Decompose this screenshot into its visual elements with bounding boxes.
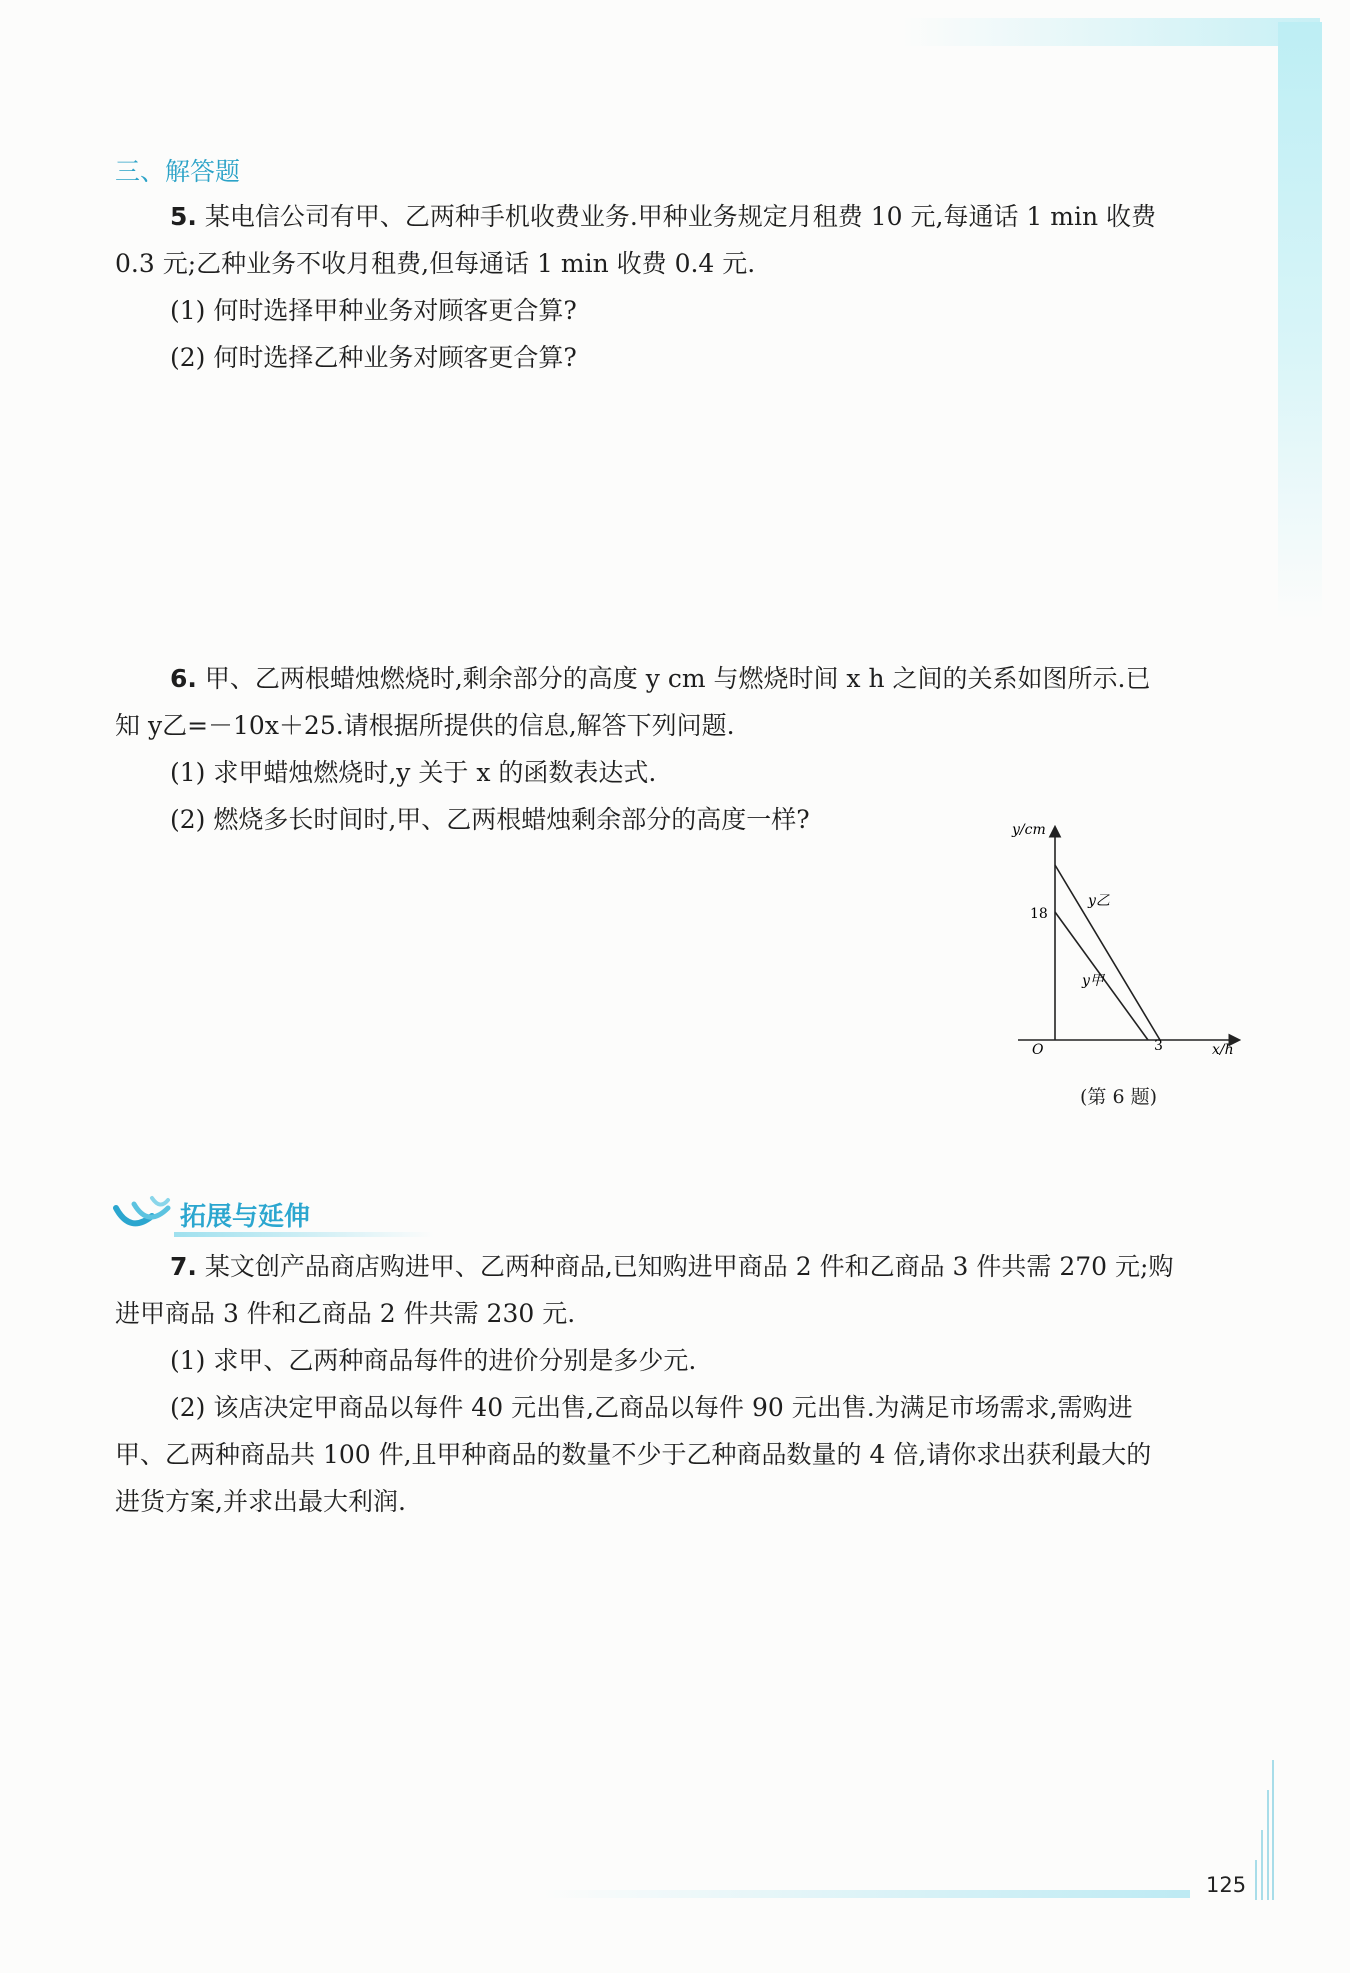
question-5-part-1: (1) 何时选择甲种业务对顾客更合算? — [170, 296, 577, 325]
section-heading: 三、解答题 — [115, 157, 241, 186]
question-5-number: 5. — [170, 202, 197, 231]
line-label-yi: y乙 — [1088, 893, 1110, 909]
extension-underline — [174, 1232, 434, 1237]
question-6-number: 6. — [170, 664, 197, 693]
x-tick-3: 3 — [1154, 1038, 1163, 1054]
question-6-part-1: (1) 求甲蜡烛燃烧时,y 关于 x 的函数表达式. — [170, 758, 657, 787]
question-5-part-2: (2) 何时选择乙种业务对顾客更合算? — [170, 343, 577, 372]
question-7-part-2-line-1: (2) 该店决定甲商品以每件 40 元出售,乙商品以每件 90 元出售.为满足市场需求,需购进 — [170, 1393, 1133, 1422]
x-axis-label: x/h — [1212, 1042, 1234, 1055]
question-7-text — [115, 1243, 1240, 1290]
candle-height-graph — [1000, 820, 1260, 1055]
question-7-line-1: 某文创产品商店购进甲、乙两种商品,已知购进甲商品 2 件和乙商品 3 件共需 270 元;购 — [204, 1252, 1174, 1281]
question-6-figure — [1000, 820, 1260, 1108]
question-5-text — [115, 193, 1240, 240]
question-7-line-2: 进甲商品 3 件和乙商品 2 件共需 230 元. — [115, 1299, 576, 1328]
question-7-number: 7. — [170, 1252, 197, 1281]
line-label-jia: y甲 — [1082, 973, 1104, 989]
origin-label: O — [1032, 1042, 1044, 1055]
question-6-text — [115, 655, 1240, 702]
decorative-vertical-lines — [1254, 1760, 1274, 1900]
question-6-line-2: 知 y乙=－10x＋25.请根据所提供的信息,解答下列问题. — [115, 711, 735, 740]
y-tick-18: 18 — [1030, 906, 1048, 922]
line-y-yi — [1055, 865, 1160, 1040]
decorative-right-band — [1278, 22, 1322, 622]
question-5-line-1: 某电信公司有甲、乙两种手机收费业务.甲种业务规定月租费 10 元,每通话 1 min 收费 — [204, 202, 1157, 231]
question-7-part-1: (1) 求甲、乙两种商品每件的进价分别是多少元. — [170, 1346, 697, 1375]
decorative-top-band — [900, 18, 1320, 46]
question-7-part-2-line-3: 进货方案,并求出最大利润. — [115, 1487, 406, 1516]
extension-title: 拓展与延伸 — [180, 1202, 311, 1232]
question-6-part-2: (2) 燃烧多长时间时,甲、乙两根蜡烛剩余部分的高度一样? — [170, 805, 810, 834]
wave-logo-icon — [112, 1194, 172, 1234]
question-7-part-2-line-2: 甲、乙两种商品共 100 件,且甲种商品的数量不少于乙种商品数量的 4 倍,请你求出获利最大的 — [115, 1440, 1152, 1469]
question-6-line-1: 甲、乙两根蜡烛燃烧时,剩余部分的高度 y cm 与燃烧时间 x h 之间的关系如图所示.已 — [204, 664, 1151, 693]
question-5-line-2: 0.3 元;乙种业务不收月租费,但每通话 1 min 收费 0.4 元. — [115, 249, 756, 278]
page-number: 125 — [1206, 1873, 1247, 1897]
figure-caption: (第 6 题) — [1080, 1086, 1157, 1108]
y-axis-label: y/cm — [1012, 822, 1046, 838]
decorative-bottom-bar — [540, 1890, 1190, 1898]
